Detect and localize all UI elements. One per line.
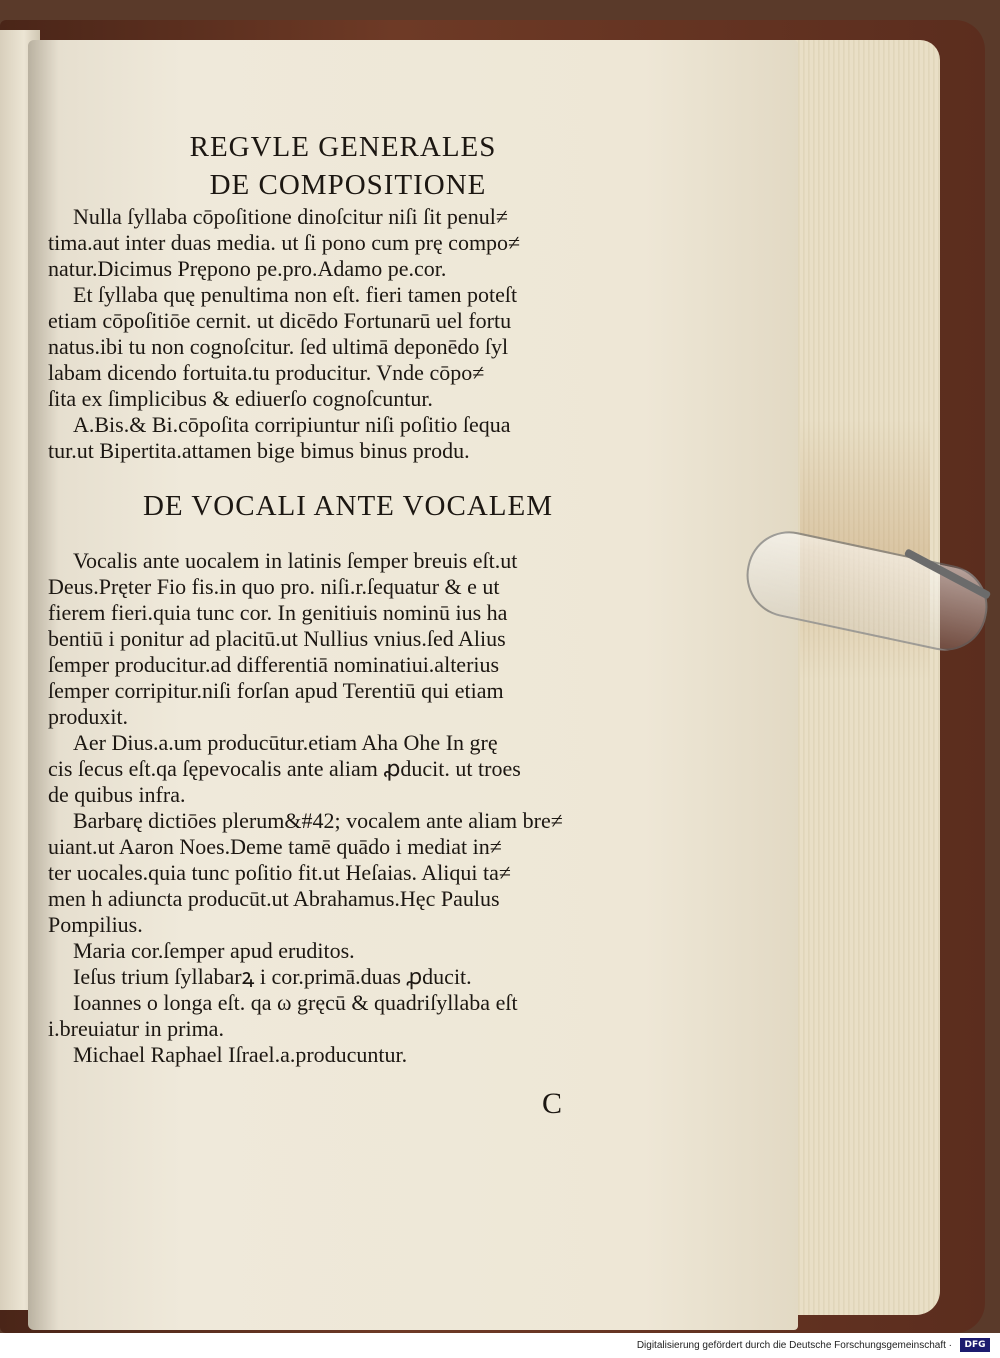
text-line: Ioannes o longa eſt. qa ω gręcū & quadriſyllaba eſt — [73, 990, 518, 1015]
heading-de-vocali: DE VOCALI ANTE VOCALEM — [142, 490, 553, 522]
text-line: tima.aut inter duas media. ut ſi pono cum prę compo≠ — [48, 230, 521, 255]
text-line: men h adiuncta producūt.ut Abrahamus.Hęc Paulus — [48, 886, 500, 911]
text-line: cis ſecus eſt.qa ſępevocalis ante aliam ꝓducit. ut troes — [48, 756, 521, 781]
text-line: Ieſus trium ſyllabarꝝ i cor.primā.duas ꝓducit. — [73, 964, 472, 989]
text-line: Pompilius. — [48, 912, 143, 937]
text-line: Et ſyllaba quę penultima non eſt. fieri tamen poteſt — [73, 282, 518, 307]
text-line: bentiū i ponitur ad placitū.ut Nullius vnius.ſed Alius — [48, 626, 506, 651]
text-line: i.breuiatur in prima. — [48, 1016, 224, 1041]
heading-regule-generales: REGVLE GENERALES — [189, 131, 497, 163]
text-line: tur.ut Bipertita.attamen bige bimus binus produ. — [48, 438, 470, 463]
text-line: Vocalis ante uocalem in latinis ſemper breuis eſt.ut — [73, 548, 518, 573]
page-edges — [790, 40, 940, 1315]
text-line: de quibus infra. — [48, 782, 186, 807]
text-line: fierem fieri.quia tunc cor. In genitiuis nominū ius ha — [48, 600, 508, 625]
text-line: ſemper producitur.ad differentiā nominatiui.alterius — [48, 652, 500, 677]
footer-credit: Digitalisierung gefördert durch die Deutsche Forschungsgemeinschaft · — [636, 1340, 952, 1351]
text-line: A.Bis.& Bi.cōpoſita corripiuntur niſi poſitio ſequa — [73, 412, 511, 437]
page-text — [48, 128, 648, 1068]
text-line: natur.Dicimus Prępono pe.pro.Adamo pe.cor. — [48, 256, 447, 281]
text-line: labam dicendo fortuita.tu producitur. Vnde cōpo≠ — [48, 360, 485, 385]
text-line: Aer Dius.a.um producūtur.etiam Aha Ohe In grę — [73, 730, 498, 755]
signature-mark: C — [542, 1087, 563, 1120]
text-line: ter uocales.quia tunc poſitio fit.ut Heſaias. Aliqui ta≠ — [48, 860, 511, 885]
text-line: ſemper corripitur.niſi forſan apud Terentiū qui etiam — [48, 678, 504, 703]
text-line: Michael Raphael Iſrael.a.producuntur. — [73, 1042, 408, 1067]
text-line: Nulla ſyllaba cōpoſitione dinoſcitur niſi ſit penul≠ — [73, 204, 508, 229]
text-line: Barbarę dictiōes plerum&#42; vocalem ante aliam bre≠ — [73, 808, 563, 833]
text-line: Deus.Pręter Fio fis.in quo pro. niſi.r.ſequatur & e ut — [48, 574, 500, 599]
dfg-logo: DFG — [960, 1338, 990, 1352]
text-line: uiant.ut Aaron Noes.Deme tamē quādo i mediat in≠ — [48, 834, 502, 859]
text-line: etiam cōpoſitiōe cernit. ut dicēdo Fortunarū uel fortu — [48, 308, 512, 333]
heading-de-compositione: DE COMPOSITIONE — [209, 169, 487, 201]
text-line: ſita ex ſimplicibus & ediuerſo cognoſcuntur. — [48, 386, 433, 411]
footer-bar — [0, 1333, 1000, 1358]
text-line: produxit. — [48, 704, 129, 729]
text-line: natus.ibi tu non cognoſcitur. ſed ultimā deponēdo ſyl — [48, 334, 509, 359]
text-line: Maria cor.ſemper apud eruditos. — [73, 938, 355, 963]
